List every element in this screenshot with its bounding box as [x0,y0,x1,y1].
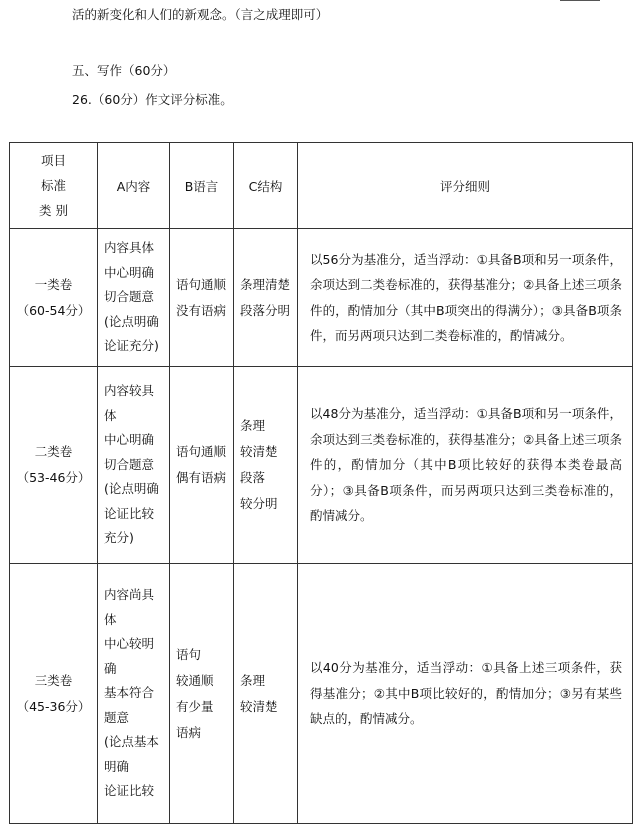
category-range: （60-54分） [16,302,91,318]
detail-cell: 以40分为基准分，适当浮动：①具备上述三项条件，获得基准分；②其中B项比较好的，酌情加分；③另有某些缺点的，酌情减分。 [298,564,633,824]
language-line: 语句通顺 [176,444,227,459]
language-cell [170,564,234,824]
content-line: 切合题意 [104,456,155,472]
content-line: 中心明确 [104,432,155,448]
content-line: 中心明确 [104,264,155,280]
content-line: 内容尚具 [104,587,155,603]
category-cell [10,229,98,367]
header-item-line: 标准 [40,178,66,193]
content-line: 明确 [104,758,130,774]
language-line: 语句通顺 [176,276,227,292]
content-line: 论证比较 [104,505,155,521]
language-line: 语句 [176,646,202,662]
content-line: 内容具体 [104,240,155,256]
structure-cell [234,564,298,824]
table-row [10,564,633,824]
structure-cell [234,229,298,367]
content-line: 题意 [104,709,130,725]
category-range: （53-46分） [16,470,91,485]
structure-line: 较清楚 [240,698,278,714]
language-cell [170,367,234,564]
structure-line: 较分明 [240,496,278,511]
structure-line: 条理 [240,418,266,433]
header-item-line: 类 别 [39,203,68,218]
content-cell [98,367,170,564]
content-line: 确 [104,660,117,676]
content-line: 切合题意 [104,289,155,305]
content-cell [98,564,170,824]
structure-line: 段落 [240,470,266,485]
structure-line: 条理 [240,672,266,688]
header-structure: C结构 [234,143,298,229]
content-cell [98,229,170,367]
table-row [10,367,633,564]
section-title: 五、写作（60分） [72,63,176,78]
detail-cell: 以48分为基准分，适当浮动：①具备B项和另一项条件，余项达到三类卷标准的，获得基准分；②具备上述三项条件的，酌情加分（其中B项比较好的获得本类卷最高分）；③具备B项条件，而另两项只达到三类卷标准的，酌情减分。 [298,367,633,564]
language-line: 没有语病 [176,302,227,318]
category-range: （45-36分） [16,698,91,714]
content-line: 体 [104,407,117,423]
language-line: 有少量 [176,698,214,714]
category-name: 三类卷 [34,672,73,688]
category-name: 二类卷 [34,444,73,459]
language-line: 偶有语病 [176,470,227,485]
detail-cell: 以56分为基准分，适当浮动：①具备B项和另一项条件，余项达到二类卷标准的，获得基准分；②具备上述三项条件的，酌情加分（其中B项突出的得满分）；③具备B项条件，而另两项只达到二类卷标准的，酌情减分。 [298,229,633,367]
structure-line: 较清楚 [240,444,278,459]
content-line: 内容较具 [104,383,155,399]
content-line: 充分) [104,530,134,546]
content-line: 论证充分) [104,338,159,354]
table-header-row [10,143,633,229]
header-detail: 评分细则 [298,143,633,229]
content-line: (论点基本 [104,734,159,750]
category-cell [10,367,98,564]
table-row [10,229,633,367]
structure-line: 条理清楚 [240,276,291,292]
content-line: 体 [104,611,117,627]
header-language: B语言 [170,143,234,229]
header-item-line: 项目 [40,153,66,168]
content-line: (论点明确 [104,481,159,497]
content-line: (论点明确 [104,313,159,329]
header-content: A内容 [98,143,170,229]
category-cell [10,564,98,824]
header-item-cell [10,143,98,229]
language-line: 较通顺 [176,672,214,688]
structure-cell [234,367,298,564]
grading-table [9,142,633,824]
language-cell [170,229,234,367]
content-line: 中心较明 [104,636,155,652]
content-line: 基本符合 [104,685,155,701]
content-line: 论证比较 [104,783,155,799]
structure-line: 段落分明 [240,302,291,318]
category-name: 一类卷 [34,276,73,292]
question-line: 26.（60分）作文评分标准。 [72,92,233,107]
language-line: 语病 [176,724,202,740]
intro-line: 活的新变化和人们的新观念。（言之成理即可） [72,7,329,22]
